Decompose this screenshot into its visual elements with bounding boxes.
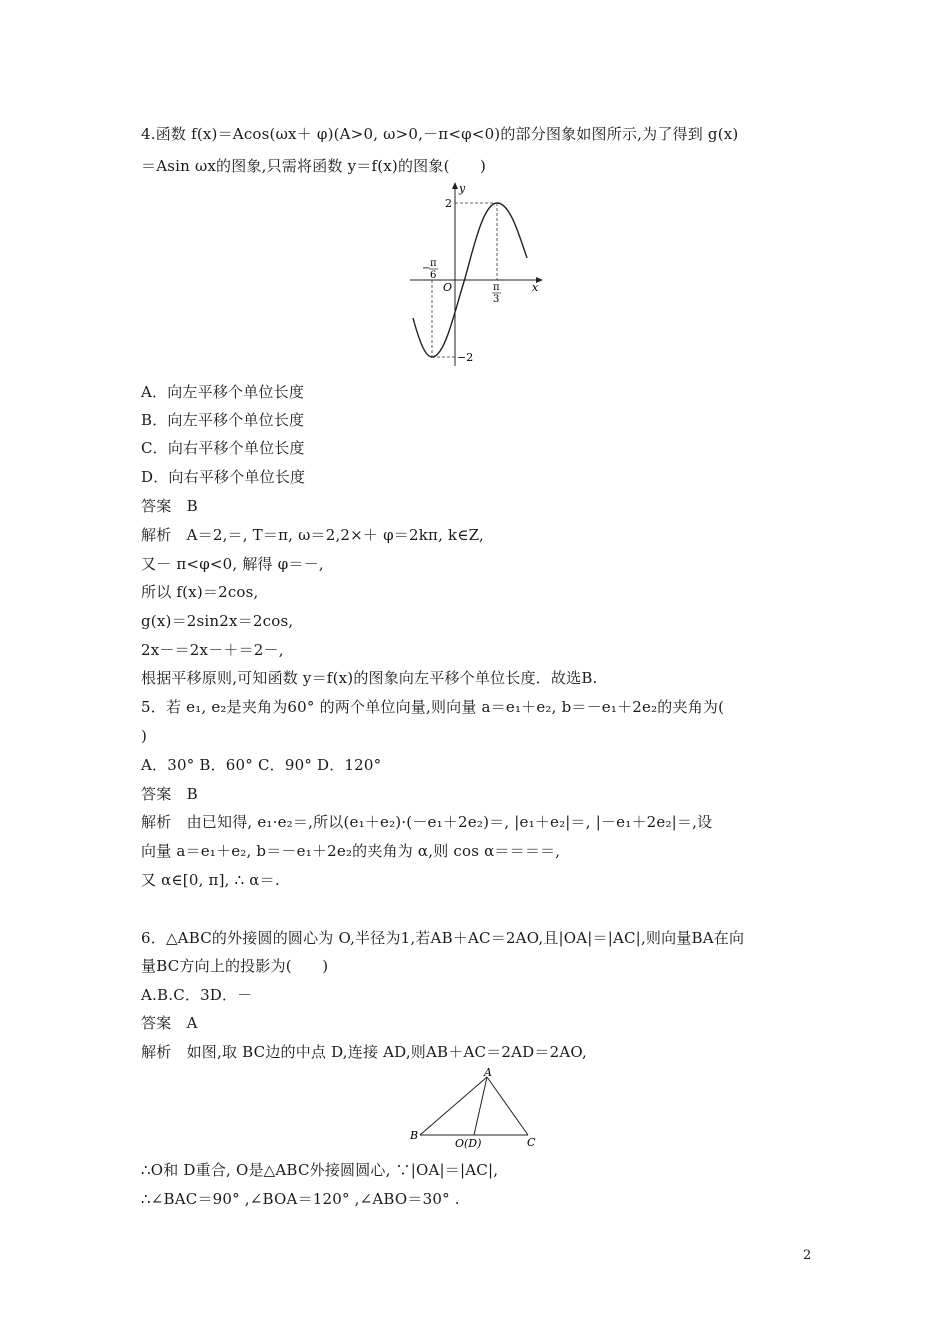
q4-analysis-line2: 又－ π<φ<0, 解得 φ＝－, bbox=[141, 555, 324, 573]
q6-stem-line2: 量BC方向上的投影为( ) bbox=[141, 957, 329, 975]
q5-analysis-line3: 又 α∈[0, π], ∴ α＝. bbox=[141, 871, 280, 889]
q6-analysis-line3: ∴∠BAC＝90° ,∠BOA＝120° ,∠ABO＝30° . bbox=[141, 1190, 460, 1208]
q4-option-c: C．向右平移个单位长度 bbox=[141, 439, 305, 457]
q4-y-axis-label: y bbox=[459, 182, 466, 195]
q4-left-tick-sign: − bbox=[422, 263, 431, 274]
q5-options: A．30° B．60° C．90° D．120° bbox=[141, 756, 382, 774]
q5-stem-line2: ) bbox=[141, 727, 148, 745]
q4-answer: 答案 B bbox=[141, 497, 198, 515]
q4-left-tick-den: 6 bbox=[430, 270, 437, 281]
q5-answer: 答案 B bbox=[141, 785, 198, 803]
q4-left-tick-num: π bbox=[430, 258, 437, 269]
q6-vertex-b: B bbox=[410, 1129, 419, 1142]
q6-vertex-a: A bbox=[484, 1066, 492, 1079]
q5-stem-line1: 5．若 e₁, e₂是夹角为60° 的两个单位向量,则向量 a＝e₁＋e₂, b＝－e₁＋2e₂的夹角为( bbox=[141, 698, 725, 716]
q6-answer: 答案 A bbox=[141, 1014, 198, 1032]
q4-x-axis-label: x bbox=[532, 281, 539, 294]
q6-analysis-line2: ∴O和 D重合, O是△ABC外接圆圆心, ∵|OA|＝|AC|, bbox=[141, 1161, 499, 1179]
q4-right-tick-num: π bbox=[493, 282, 500, 293]
q4-analysis-line6: 根据平移原则,可知函数 y＝f(x)的图象向左平移个单位长度．故选B. bbox=[141, 669, 598, 687]
q5-analysis-line1: 解析 由已知得, e₁·e₂＝,所以(e₁＋e₂)·(－e₁＋2e₂)＝, |e₁＋e₂|＝, |－e₁＋2e₂|＝,设 bbox=[141, 813, 713, 831]
q4-analysis-line3: 所以 f(x)＝2cos, bbox=[141, 583, 259, 601]
q6-vertex-c: C bbox=[527, 1136, 536, 1149]
q4-option-a: A．向左平移个单位长度 bbox=[141, 383, 305, 401]
q6-triangle-figure bbox=[405, 1065, 545, 1150]
q4-cosine-graph bbox=[405, 180, 550, 370]
q4-right-tick-den: 3 bbox=[493, 294, 500, 305]
q4-min-label: −2 bbox=[457, 351, 474, 364]
q6-analysis-line1: 解析 如图,取 BC边的中点 D,连接 AD,则AB＋AC＝2AD＝2AO, bbox=[141, 1043, 587, 1061]
page-number: 2 bbox=[803, 1248, 812, 1263]
q4-analysis-line4: g(x)＝2sin2x＝2cos, bbox=[141, 612, 294, 630]
q4-stem-line2: ＝Asin ωx的图象,只需将函数 y＝f(x)的图象( ) bbox=[141, 157, 487, 175]
q6-stem-line1: 6．△ABC的外接圆的圆心为 O,半径为1,若AB＋AC＝2AO,且|OA|＝|AC|,则向量BA在向 bbox=[141, 929, 745, 947]
q6-point-od: O(D) bbox=[455, 1137, 482, 1150]
q4-analysis-line1: 解析 A＝2,＝, T＝π, ω＝2,2×＋ φ＝2kπ, k∈Z, bbox=[141, 526, 484, 544]
q4-origin-label: O bbox=[443, 281, 453, 294]
q4-stem-line1: 4.函数 f(x)＝Acos(ωx＋ φ)(A>0, ω>0,－π<φ<0)的部分图象如图所示,为了得到 g(x) bbox=[141, 125, 739, 143]
q4-analysis-line5: 2x－＝2x－＋＝2－, bbox=[141, 641, 284, 659]
q5-analysis-line2: 向量 a＝e₁＋e₂, b＝－e₁＋2e₂的夹角为 α,则 cos α＝＝＝＝, bbox=[141, 842, 561, 860]
q4-option-d: D．向右平移个单位长度 bbox=[141, 468, 306, 486]
q4-max-label: 2 bbox=[445, 197, 452, 210]
q6-options: A.B.C．3D．－ bbox=[141, 986, 253, 1004]
q4-option-b: B．向左平移个单位长度 bbox=[141, 411, 305, 429]
